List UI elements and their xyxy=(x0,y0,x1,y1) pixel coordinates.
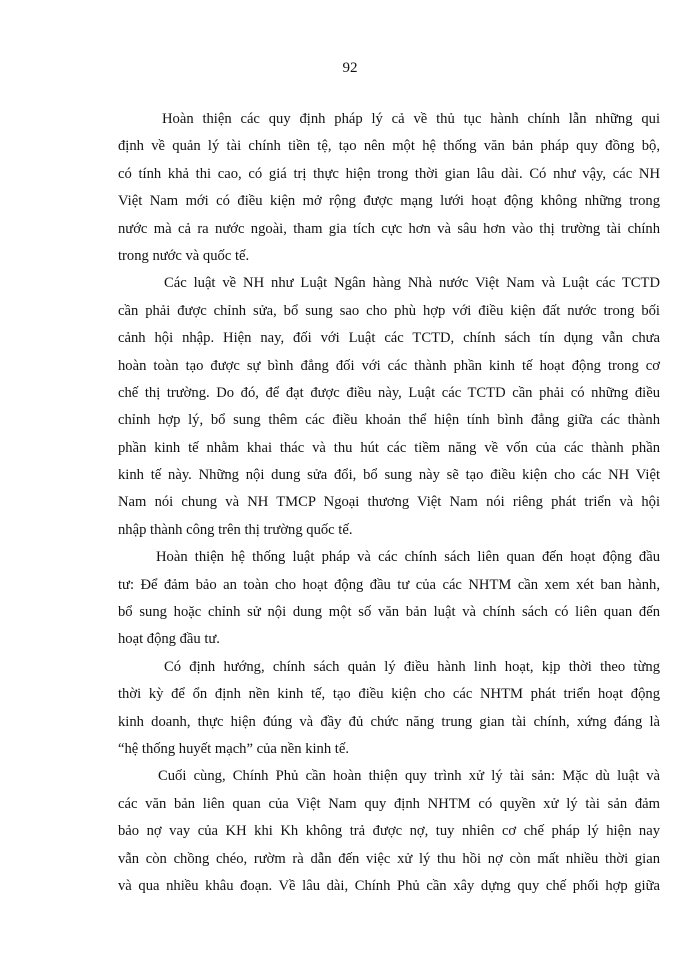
body-text xyxy=(118,106,660,900)
text-line: nước mà cả ra nước ngoài, tham gia tích cực hơn và sâu hơn vào thị trường tài chính xyxy=(118,220,660,237)
text-line: Hoàn thiện hệ thống luật pháp và các chính sách liên quan đến hoạt động đầu xyxy=(156,549,660,566)
paragraph-legal-framework xyxy=(118,106,660,270)
text-line: có tính khả thi cao, có giá trị thực hiện trong thời gian lâu dài. Có như vậy, các NH xyxy=(118,165,660,182)
text-line: các văn bản liên quan của Việt Nam quy định NHTM có quyền xử lý tài sản đảm xyxy=(118,795,660,812)
text-line: Có định hướng, chính sách quản lý điều hành linh hoạt, kịp thời theo từng xyxy=(164,658,660,675)
text-line: kinh tế này. Những nội dung sửa đổi, bổ sung này sẽ tạo điều kiện cho các NH Việt xyxy=(118,467,660,484)
text-line: chỉnh hợp lý, bổ sung thêm các điều khoản thể hiện tính bình đẳng giữa các thành xyxy=(118,412,660,429)
paragraph-management-orientation xyxy=(118,654,660,764)
text-line: vẫn còn chồng chéo, rườm rà dẫn đến việc xử lý thu hồi nợ còn mất nhiều thời gian xyxy=(118,850,660,867)
text-line: trong nước và quốc tế. xyxy=(118,247,250,264)
paragraph-investment-policy xyxy=(118,544,660,654)
text-line: “hệ thống huyết mạch” của nền kinh tế. xyxy=(118,740,349,757)
text-line: bổ sung hoặc chỉnh sử nội dung một số văn bản luật và chính sách có liên quan đến xyxy=(118,604,660,621)
text-line: Cuối cùng, Chính Phủ cần hoàn thiện quy trình xử lý tài sản: Mặc dù luật và xyxy=(158,768,660,785)
text-line: hoạt động đầu tư. xyxy=(118,631,220,648)
text-line: Các luật về NH như Luật Ngân hàng Nhà nước Việt Nam và Luật các TCTD xyxy=(164,275,660,292)
text-line: Việt Nam mới có điều kiện mở rộng được mạng lưới hoạt động không những trong xyxy=(118,193,660,210)
text-line: thời kỳ để ổn định nền kinh tế, tạo điều kiện cho các NHTM phát triển hoạt động xyxy=(118,686,660,703)
text-line: nhập thành công trên thị trường quốc tế. xyxy=(118,521,353,538)
text-line: hoàn toàn tạo được sự bình đẳng đối với các thành phần kinh tế hoạt động trong cơ xyxy=(118,357,660,374)
text-line: và qua nhiều khâu đoạn. Về lâu dài, Chính Phủ cần xây dựng quy chế phối hợp giữa xyxy=(118,877,660,894)
text-line: tư: Để đảm bảo an toàn cho hoạt động đầu tư của các NHTM cần xem xét ban hành, xyxy=(118,576,660,593)
page-number: 92 xyxy=(342,60,358,76)
text-line: định về quản lý tài chính tiền tệ, tạo nên một hệ thống văn bản pháp quy đồng bộ, xyxy=(118,138,660,155)
text-line: Nam nói chung và NH TMCP Ngoại thương Việt Nam nói riêng phát triển và hội xyxy=(118,494,660,511)
text-line: cần phải được chỉnh sửa, bổ sung sao cho phù hợp với điều kiện đất nước trong bối xyxy=(118,302,660,319)
text-line: cảnh hội nhập. Hiện nay, đối với Luật các TCTD, chính sách tín dụng vẫn chưa xyxy=(118,330,660,347)
text-line: bảo nợ vay của KH khi Kh không trả được nợ, tuy nhiên cơ chế pháp lý hiện nay xyxy=(118,823,660,840)
paragraph-asset-processing xyxy=(118,763,660,900)
text-line: chế thị trường. Do đó, để đạt được điều này, Luật các TCTD cần phải có những điều xyxy=(118,384,660,401)
paragraph-banking-laws xyxy=(118,270,660,544)
text-line: Hoàn thiện các quy định pháp lý cả về thủ tục hành chính lẫn những qui xyxy=(162,111,660,127)
text-line: phần kinh tế nhằm khai thác và thu hút các tiềm năng về vốn của các thành phần xyxy=(118,439,660,456)
text-line: kinh doanh, thực hiện đúng và đầy đủ chức năng trung gian tài chính, xứng đáng là xyxy=(118,713,660,730)
